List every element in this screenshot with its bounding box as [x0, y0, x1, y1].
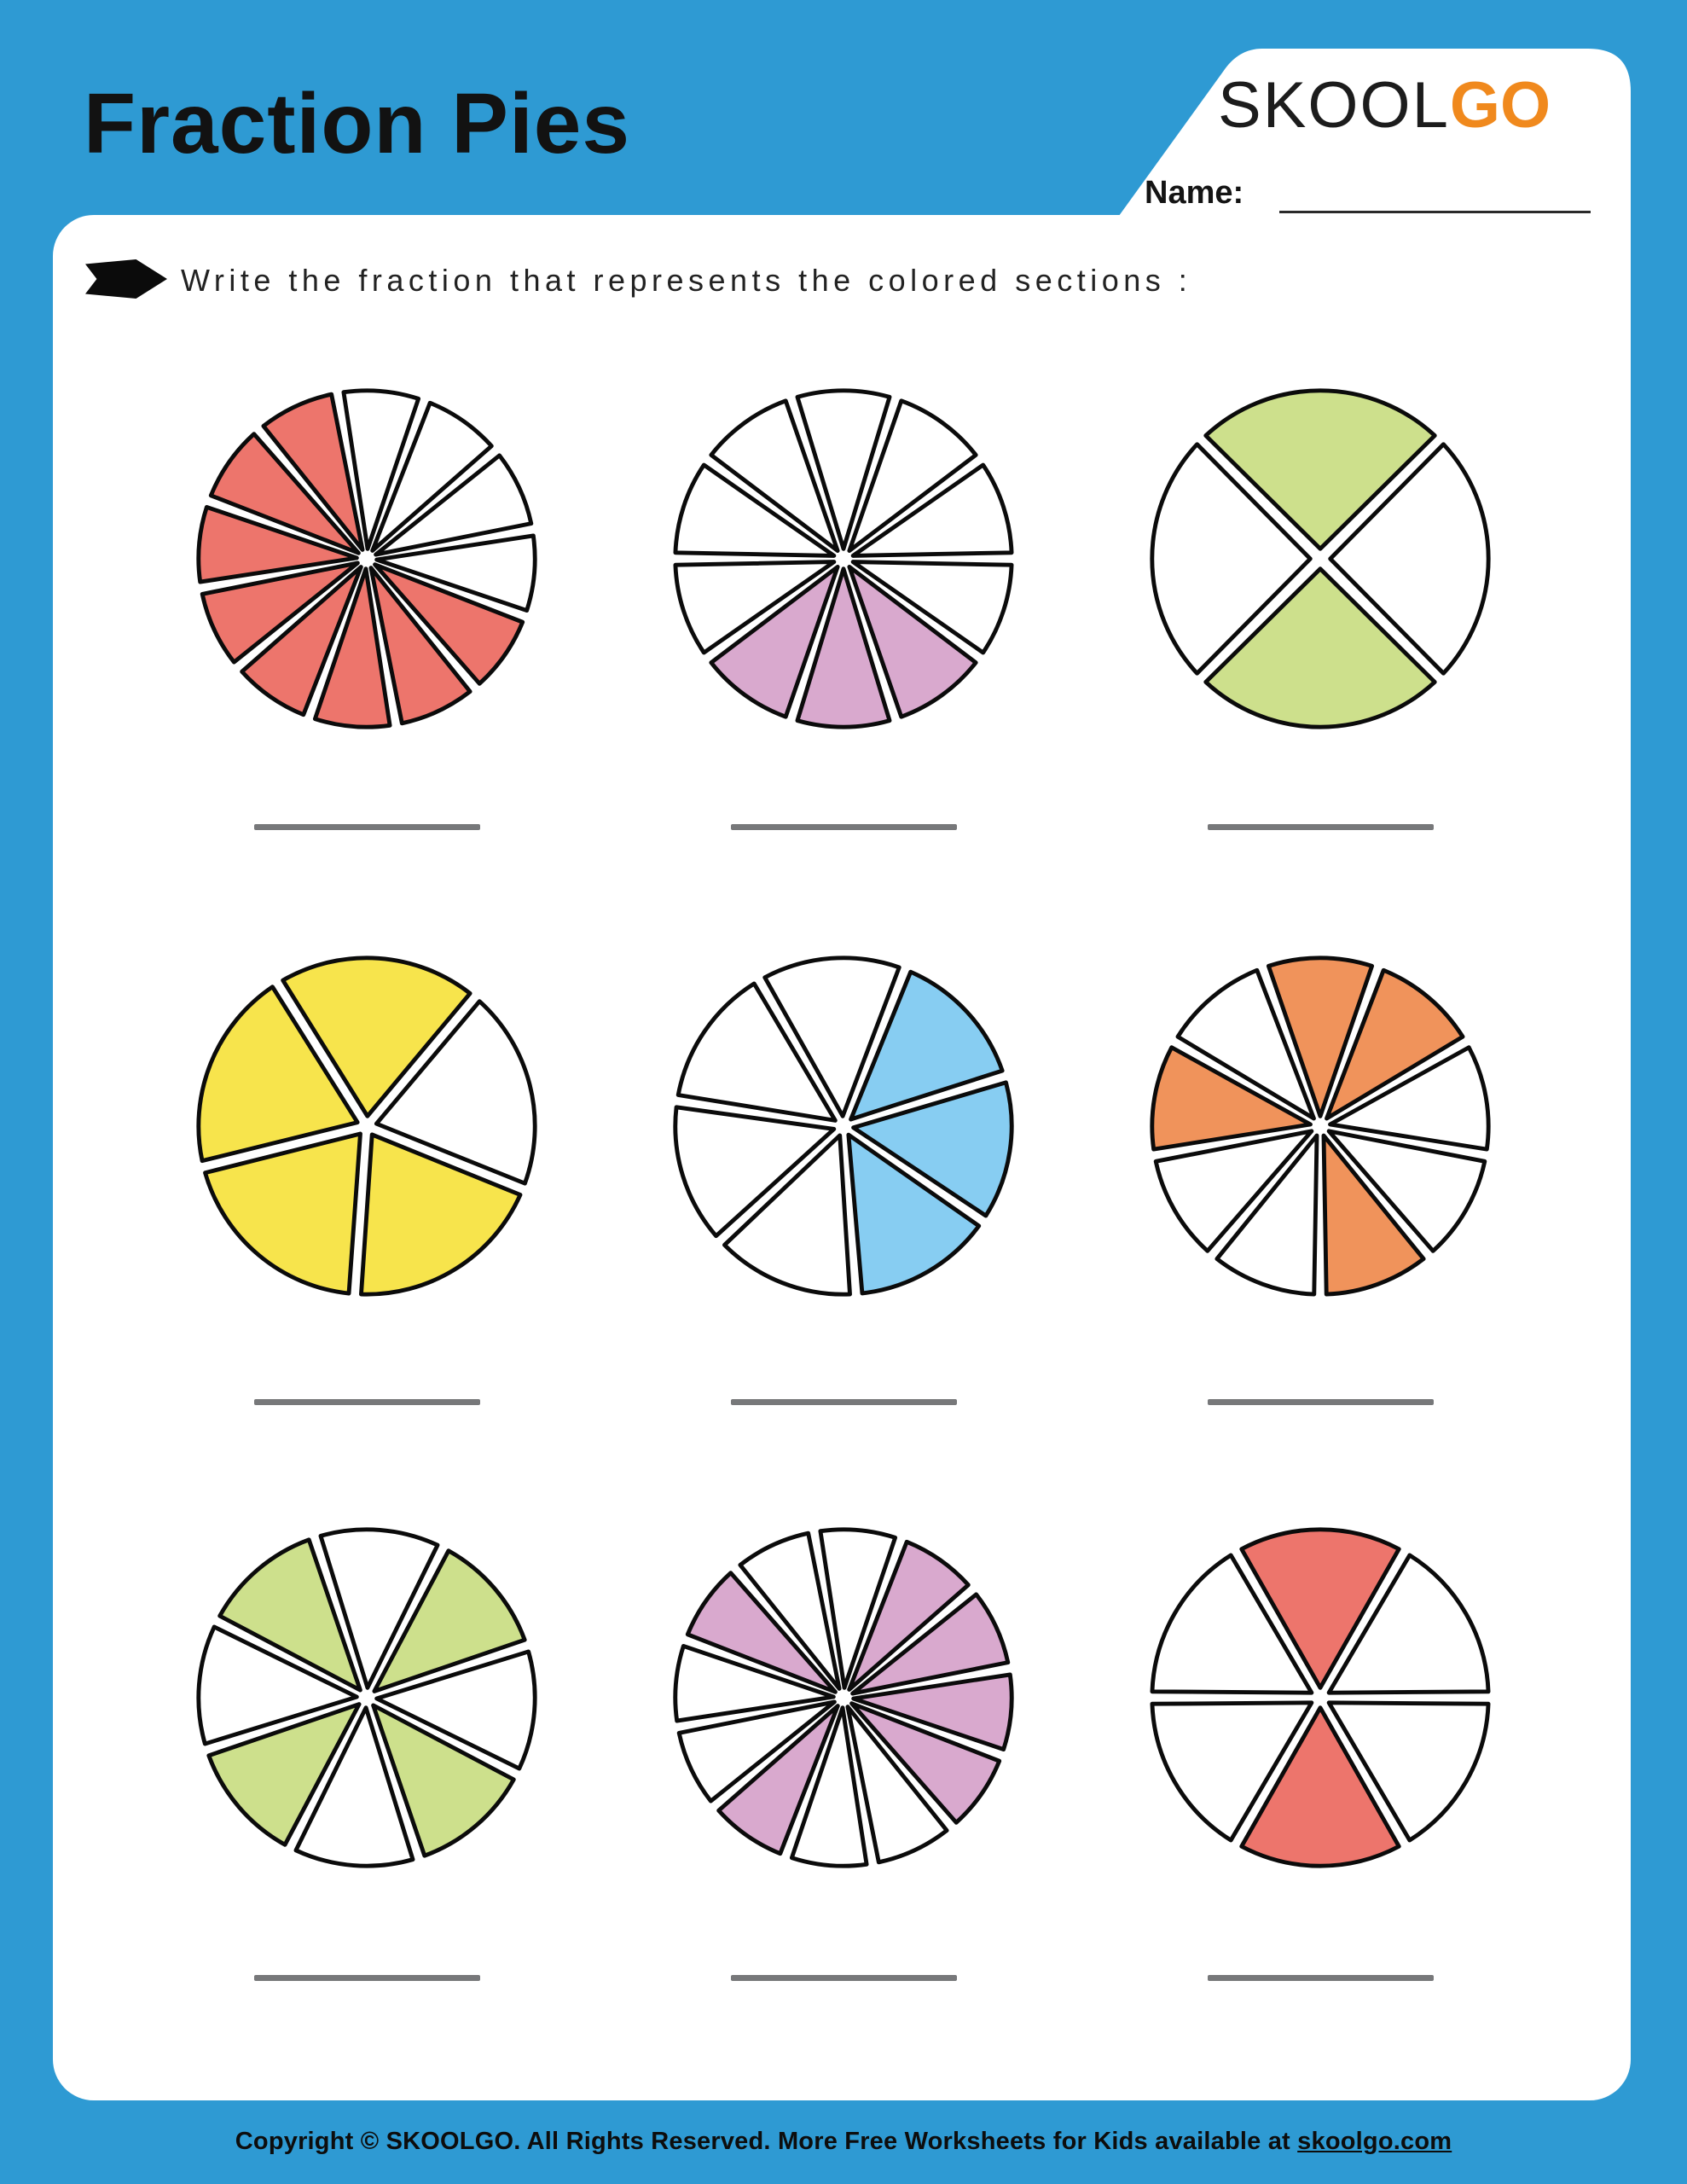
- footer-copyright: [0, 2128, 1687, 2156]
- fraction-pie-9: [1145, 1523, 1495, 1873]
- answer-line-3[interactable]: [1208, 824, 1434, 830]
- page-title: Fraction Pies: [84, 76, 630, 171]
- answer-line-6[interactable]: [1208, 1399, 1434, 1405]
- skoolgo-logo: [1218, 68, 1551, 142]
- fraction-pie-4: [192, 951, 542, 1301]
- logo-text-skool: SKOOL: [1218, 69, 1450, 142]
- fraction-pie-3: [1145, 384, 1495, 734]
- fraction-pie-6: [1145, 951, 1495, 1301]
- name-label: Name:: [1145, 175, 1244, 211]
- answer-line-9[interactable]: [1208, 1975, 1434, 1981]
- footer-mid: . All Rights Reserved. More Free Worksheets for Kids available at: [513, 2128, 1298, 2155]
- fraction-pie-5: [669, 951, 1018, 1301]
- answer-line-5[interactable]: [731, 1399, 957, 1405]
- footer-brand-go: GO: [474, 2128, 514, 2155]
- answer-line-8[interactable]: [731, 1975, 957, 1981]
- fraction-pie-1: [192, 384, 542, 734]
- pie-slice: [206, 1134, 361, 1293]
- answer-line-2[interactable]: [731, 824, 957, 830]
- answer-line-1[interactable]: [254, 824, 480, 830]
- answer-line-4[interactable]: [254, 1399, 480, 1405]
- fraction-pie-7: [192, 1523, 542, 1873]
- fraction-pie-2: [669, 384, 1018, 734]
- name-input-line[interactable]: [1279, 211, 1591, 213]
- footer-brand-skool: SKOOL: [386, 2128, 475, 2155]
- logo-text-go: GO: [1449, 69, 1551, 142]
- fraction-pie-8: [669, 1523, 1018, 1873]
- answer-line-7[interactable]: [254, 1975, 480, 1981]
- footer-link[interactable]: skoolgo.com: [1297, 2128, 1452, 2155]
- instruction-text: Write the fraction that represents the colored sections :: [181, 263, 1192, 298]
- footer-pre: Copyright ©: [235, 2128, 386, 2155]
